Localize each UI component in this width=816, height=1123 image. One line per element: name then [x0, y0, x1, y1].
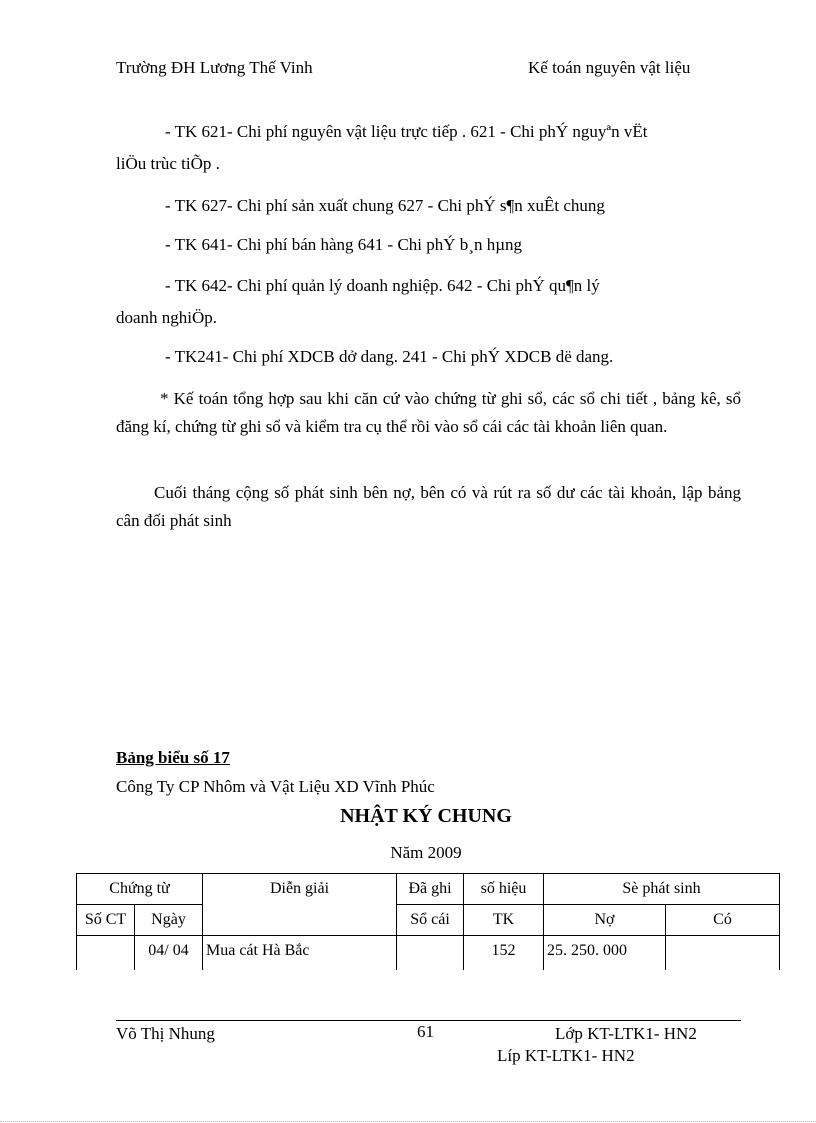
- cell-posted: [397, 936, 464, 971]
- cell-date: 04/ 04: [135, 936, 203, 971]
- paragraph-summary: * Kế toán tổng hợp sau khi căn cứ vào chứng từ ghi sổ, các sổ chi tiết , bảng kê, sổ đăng kí, chứng từ ghi sổ và kiểm tra cụ thể rồi vào sổ cái các tài khoản liên quan.: [116, 389, 741, 436]
- account-627-line: - TK 627- Chi phí sản xuất chung 627 - Chi phÝ s¶n xuÊt chung: [165, 196, 605, 215]
- header-amount: Sè phát sinh: [544, 874, 780, 905]
- table-row: [77, 936, 780, 971]
- company-name: Công Ty CP Nhôm và Vật Liệu XD Vĩnh Phúc: [116, 777, 435, 796]
- cell-credit: [666, 936, 780, 971]
- cell-account: 152: [464, 936, 544, 971]
- header-account-no: số hiệu: [464, 874, 544, 905]
- header-voucher-no: Số CT: [77, 905, 135, 936]
- account-621-line: - TK 621- Chi phí nguyên vật liệu trực tiếp . 621 - Chi phÝ nguyªn vËt: [165, 122, 648, 141]
- header-school: Trường ĐH Lương Thế Vinh: [116, 58, 313, 77]
- cell-voucher-no: [77, 936, 135, 971]
- header-account: TK: [464, 905, 544, 936]
- footer-author: Võ Thị Nhung: [116, 1024, 215, 1043]
- journal-table: [76, 873, 780, 970]
- header-subject: Kế toán nguyên vật liệu: [528, 58, 691, 77]
- account-621-line-cont: liÖu trùc tiÕp .: [116, 154, 220, 173]
- header-date: Ngày: [135, 905, 203, 936]
- header-ledger: Sổ cái: [397, 905, 464, 936]
- header-voucher: Chứng từ: [77, 874, 203, 905]
- header-posted: Đã ghi: [397, 874, 464, 905]
- footer-divider: [116, 1020, 741, 1021]
- cell-debit: 25. 250. 000: [544, 936, 666, 971]
- paragraph-month-end: Cuối tháng cộng số phát sinh bên nợ, bên có và rút ra số dư các tài khoản, lập bảng cân đối phát sinh: [116, 483, 741, 530]
- journal-year: Năm 2009: [390, 843, 462, 862]
- header-debit: Nợ: [544, 905, 666, 936]
- table-subheader-row: [77, 905, 780, 936]
- account-641-line: - TK 641- Chi phí bán hàng 641 - Chi phÝ b¸n hµng: [165, 235, 523, 254]
- account-642-line-cont: doanh nghiÖp.: [116, 308, 218, 327]
- page-edge-dots: [0, 1121, 816, 1122]
- footer-class: Lớp KT-LTK1- HN2: [555, 1024, 697, 1043]
- footer-class-legacy: Líp KT-LTK1- HN2: [497, 1046, 635, 1065]
- table-header-row: [77, 874, 780, 905]
- cell-description: Mua cát Hà Bắc: [203, 936, 397, 971]
- header-description: Diễn giải: [203, 874, 397, 936]
- account-642-line: - TK 642- Chi phí quản lý doanh nghiệp. 642 - Chi phÝ qu¶n lý: [165, 276, 600, 295]
- page-number: 61: [417, 1022, 434, 1041]
- header-credit: Có: [666, 905, 780, 936]
- table-label: Bảng biểu số 17: [116, 748, 230, 767]
- journal-title: NHẬT KÝ CHUNG: [340, 805, 512, 827]
- account-241-line: - TK241- Chi phí XDCB dở dang. 241 - Chi phÝ XDCB dë dang.: [165, 347, 614, 366]
